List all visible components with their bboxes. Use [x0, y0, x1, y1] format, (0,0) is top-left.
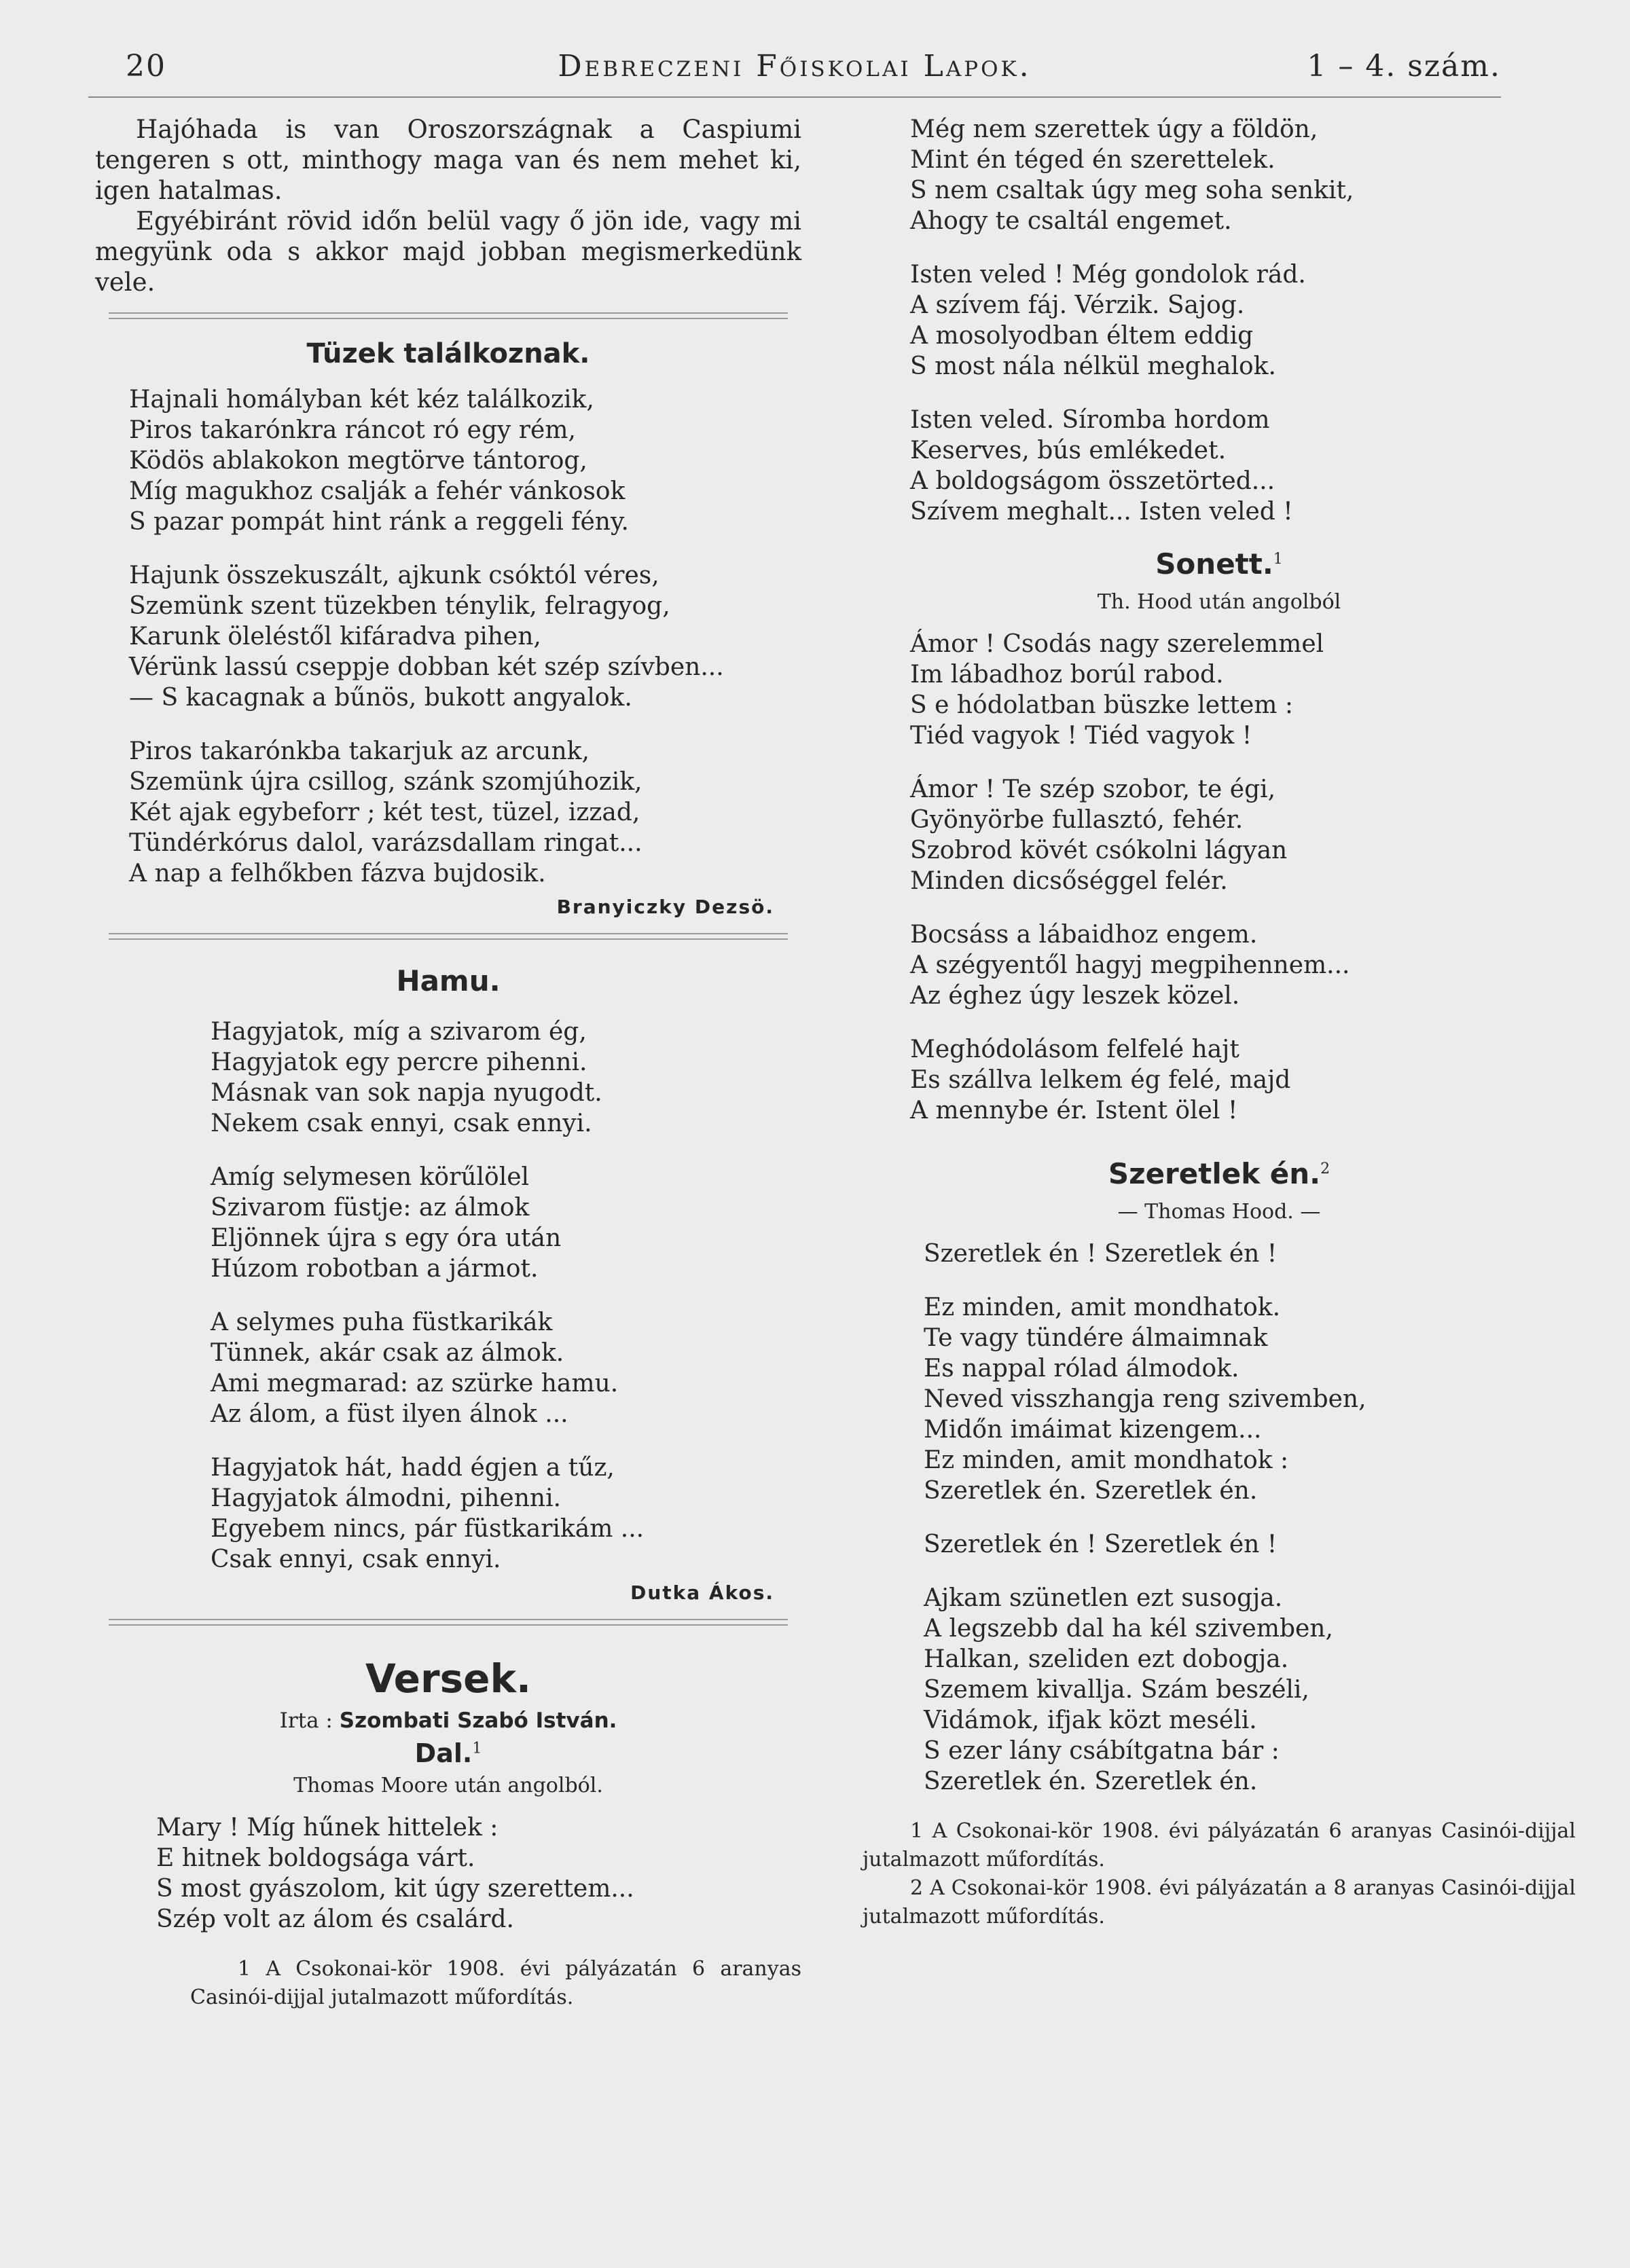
stanza [156, 1812, 801, 1935]
stanza [129, 560, 801, 713]
poem-body [95, 1017, 801, 1575]
journal-title: Debreczeni Főiskolai Lapok. [558, 49, 1032, 84]
verse-line: S nem csaltak úgy meg soha senkit, [910, 177, 1354, 204]
stanza [211, 1162, 801, 1284]
footnote: 2 A Csokonai-kör 1908. évi pályázatán a 8 aranyas Casinói-dijjal jutalmazott műfordítás. [863, 1876, 1576, 1928]
section-title: Versek. [365, 1656, 532, 1702]
stanza [924, 1292, 1576, 1506]
verse-line: Szeretlek én. Szeretlek én. [924, 1477, 1258, 1505]
verse-line: Másnak van sok napja nyugodt. [211, 1079, 602, 1107]
verse-line: Im lábadhoz borúl rabod. [910, 661, 1224, 689]
byline-prefix: Irta : [279, 1708, 333, 1733]
stanza [924, 1529, 1576, 1560]
verse-line: Ahogy te csaltál engemet. [910, 207, 1232, 235]
poem-title-text: Szeretlek én. [1108, 1157, 1321, 1190]
stanza [211, 1017, 801, 1139]
footnote-mark: 1 [472, 1740, 482, 1757]
footnote-mark: 2 [1320, 1160, 1330, 1177]
verse-line: Két ajak egybeforr ; két test, tüzel, izzad, [129, 799, 640, 826]
stanza [129, 736, 801, 889]
verse-line: A mosolyodban éltem eddig [910, 322, 1254, 350]
stanza [211, 1452, 801, 1575]
poem-title [863, 1157, 1576, 1190]
verse-line: Midőn imáimat kizengem... [924, 1416, 1262, 1444]
verse-line: Mary ! Míg hűnek hittelek : [156, 1814, 499, 1842]
poem-body [95, 384, 801, 889]
stanza [910, 919, 1576, 1011]
verse-line: A szívem fáj. Vérzik. Sajog. [910, 291, 1245, 319]
verse-line: Amíg selymesen körűlölel [211, 1163, 530, 1191]
poem-title: Hamu. [396, 964, 501, 998]
section-divider [109, 1619, 788, 1626]
verse-line: Ez minden, amit mondhatok : [924, 1446, 1289, 1474]
poem-body [95, 1812, 801, 1935]
verse-line: Karunk öleléstől kifáradva pihen, [129, 623, 541, 651]
stanza [910, 259, 1576, 382]
verse-line: Tündérkórus dalol, varázsdallam ringat... [129, 829, 642, 857]
stanza [910, 1034, 1576, 1126]
verse-line: Nekem csak ennyi, csak ennyi. [211, 1110, 592, 1137]
byline-author: Szombati Szabó István. [339, 1708, 617, 1733]
verse-line: A legszebb dal ha kél szivemben, [924, 1615, 1333, 1643]
footnotes [863, 1817, 1576, 1931]
verse-line: Vérünk lassú cseppje dobban két szép szívben... [129, 653, 724, 681]
verse-line: Szép volt az álom és csalárd. [156, 1905, 514, 1933]
intro-paragraph: Hajóhada is van Oroszországnak a Caspiumi tengeren s ott, minthogy maga van és nem mehet ki, igen hatalmas. [95, 115, 801, 205]
right-column [863, 114, 1576, 1937]
verse-line: Szemünk szent tüzekben ténylik, felragyog, [129, 592, 670, 620]
verse-line: S pazar pompát hint ránk a reggeli fény. [129, 508, 629, 536]
verse-line: A nap a felhőkben fázva bujdosik. [129, 860, 546, 888]
verse-line: Hajnali homályban két kéz találkozik, [129, 386, 594, 414]
footnote: 1 A Csokonai-kör 1908. évi pályázatán 6 aranyas Casinói-dijjal jutalmazott műfordítás. [863, 1819, 1576, 1871]
verse-line: A boldogságom összetörted... [910, 467, 1275, 495]
verse-line: Szivarom füstje: az álmok [211, 1194, 530, 1222]
verse-line: Neved visszhangja reng szivemben, [924, 1385, 1366, 1413]
poem-subtitle: Th. Hood után angolból [1097, 590, 1341, 614]
footnote-mark: 1 [1273, 551, 1283, 568]
verse-line: Es szállva lelkem ég felé, majd [910, 1066, 1291, 1094]
verse-line: Még nem szerettek úgy a földön, [910, 115, 1318, 143]
verse-line: Szeretlek én ! Szeretlek én ! [924, 1531, 1278, 1558]
verse-line: Szeretlek én. Szeretlek én. [924, 1768, 1258, 1795]
intro-text [95, 114, 801, 297]
verse-line: Es nappal rólad álmodok. [924, 1355, 1239, 1383]
poem-author: Dutka Ákos. [630, 1581, 774, 1604]
verse-line: S e hódolatban büszke lettem : [910, 691, 1294, 719]
verse-line: Gyönyörbe fullasztó, fehér. [910, 806, 1244, 834]
verse-line: Ámor ! Csodás nagy szerelemmel [910, 630, 1324, 658]
verse-line: S most nála nélkül meghalok. [910, 352, 1276, 380]
verse-line: Isten veled. Síromba hordom [910, 406, 1270, 434]
verse-line: Hagyjatok hát, hadd égjen a tűz, [211, 1454, 615, 1482]
section-divider [109, 312, 788, 319]
verse-line: Szemünk újra csillog, szánk szomjúhozik, [129, 768, 642, 796]
intro-paragraph: Egyébiránt rövid időn belül vagy ő jön ide, vagy mi megyünk oda s akkor majd jobban megismerkedünk vele. [95, 206, 801, 297]
verse-line: Az éghez úgy leszek közel. [910, 982, 1240, 1010]
verse-line: Szobrod kövét csókolni lágyan [910, 837, 1288, 864]
poem-title: Tüzek találkoznak. [306, 338, 590, 369]
verse-line: Piros takarónkba takarjuk az arcunk, [129, 737, 590, 765]
poem-title-text: Sonett. [1155, 547, 1273, 581]
verse-line: Keserves, bús emlékedet. [910, 437, 1227, 464]
verse-line: S most gyászolom, kit úgy szerettem... [156, 1875, 634, 1903]
poem-subtitle: — Thomas Hood. — [1117, 1200, 1321, 1224]
verse-line: A selymes puha füstkarikák [211, 1309, 553, 1336]
verse-line: Szeretlek én ! Szeretlek én ! [924, 1240, 1278, 1268]
verse-line: Vidámok, ifjak közt meséli. [924, 1706, 1257, 1734]
verse-line: Csak ennyi, csak ennyi. [211, 1545, 501, 1573]
stanza [924, 1239, 1576, 1269]
verse-line: Piros takarónkra ráncot ró egy rém, [129, 416, 576, 444]
poem-title [863, 547, 1576, 581]
verse-line: Te vagy tündére álmaimnak [924, 1324, 1268, 1352]
verse-line: Míg magukhoz csalják a fehér vánkosok [129, 477, 626, 505]
stanza [910, 629, 1576, 751]
verse-line: Az álom, a füst ilyen álnok ... [211, 1400, 568, 1428]
poem-subtitle: Thomas Moore után angolból. [293, 1774, 603, 1797]
poem-title [95, 1738, 801, 1768]
verse-line: Bocsáss a lábaidhoz engem. [910, 921, 1258, 949]
verse-line: Halkan, szeliden ezt dobogja. [924, 1645, 1289, 1673]
issue-number: 1 – 4. szám. [1307, 49, 1501, 84]
verse-line: A szégyentől hagyj megpihennem... [910, 951, 1350, 979]
page-number: 20 [126, 49, 166, 84]
verse-line: S ezer lány csábítgatna bár : [924, 1737, 1280, 1765]
verse-line: Szemem kivallja. Szám beszéli, [924, 1676, 1309, 1704]
verse-line: Húzom robotban a jármot. [211, 1255, 539, 1283]
stanza [211, 1307, 801, 1429]
verse-line: — S kacagnak a bűnös, bukott angyalok. [129, 684, 632, 712]
footnote: 1 A Csokonai-kör 1908. évi pályázatán 6 aranyas Casinói-dijjal jutalmazott műfordítás. [190, 1957, 801, 2009]
verse-line: Szívem meghalt... Isten veled ! [910, 498, 1293, 526]
poem-body-continued [863, 114, 1576, 527]
footnotes [95, 1955, 801, 2012]
verse-line: Ajkam szünetlen ezt susogja. [924, 1584, 1283, 1612]
poem-body [863, 1239, 1576, 1797]
verse-line: Ámor ! Te szép szobor, te égi, [910, 775, 1276, 803]
verse-line: E hitnek boldogsága várt. [156, 1844, 475, 1872]
verse-line: Minden dicsőséggel felér. [910, 867, 1228, 895]
verse-line: A mennybe ér. Istent ölel ! [910, 1097, 1238, 1124]
verse-line: Eljönnek újra s egy óra után [211, 1224, 562, 1252]
stanza [910, 405, 1576, 527]
verse-line: Ködös ablakokon megtörve tántorog, [129, 447, 587, 475]
section-byline [95, 1708, 801, 1733]
verse-line: Tünnek, akár csak az álmok. [211, 1339, 564, 1367]
poem-title-text: Dal. [414, 1738, 473, 1768]
verse-line: Hajunk összekuszált, ajkunk csóktól véres, [129, 562, 659, 589]
verse-line: Hagyjatok, míg a szivarom ég, [211, 1018, 587, 1046]
poem-author: Branyiczky Dezsö. [556, 896, 774, 918]
section-divider [109, 933, 788, 940]
verse-line: Hagyjatok egy percre pihenni. [211, 1048, 587, 1076]
verse-line: Tiéd vagyok ! Tiéd vagyok ! [910, 722, 1252, 750]
page-header [88, 49, 1501, 98]
verse-line: Hagyjatok álmodni, pihenni. [211, 1484, 562, 1512]
stanza [910, 114, 1576, 236]
verse-line: Meghódolásom felfelé hajt [910, 1036, 1239, 1063]
stanza [924, 1583, 1576, 1797]
left-column [95, 114, 801, 2017]
poem-body [863, 629, 1576, 1126]
verse-line: Mint én téged én szerettelek. [910, 146, 1275, 174]
verse-line: Ez minden, amit mondhatok. [924, 1294, 1281, 1321]
verse-line: Ami megmarad: az szürke hamu. [211, 1370, 619, 1397]
verse-line: Isten veled ! Még gondolok rád. [910, 261, 1306, 289]
verse-line: Egyebem nincs, pár füstkarikám ... [211, 1515, 645, 1543]
stanza [129, 384, 801, 537]
stanza [910, 774, 1576, 896]
